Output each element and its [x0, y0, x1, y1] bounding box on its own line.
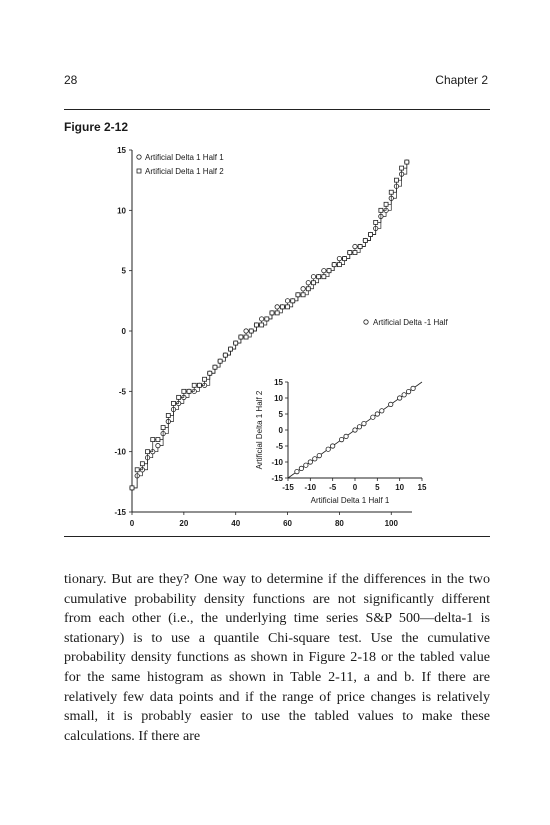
data-point-series-2 — [213, 365, 217, 369]
inset-data-point — [406, 389, 410, 393]
data-point-series-2 — [161, 426, 165, 430]
data-point-series-1 — [259, 317, 263, 321]
inset-data-point — [357, 425, 361, 429]
body-paragraph: tionary. But are they? One way to determine if the differences in the two cumulative probability density functions are not significantly different from each other (i.e., the underlying time series S&P 500—delta-1 is stationary) is to use a quantile Chi-square test. Use the cumulative probability density functions as shown in Figure 2-18 or the tabled value for the same histogram as shown in Table 2-11, a and b. If there are relatively few data points and if the range of price changes is relatively small, it is probably easier to use the tabled values to make these calculations. If there are — [64, 571, 490, 744]
inset-x-axis-title: Artificial Delta 1 Half 1 — [310, 496, 390, 505]
data-point-series-2 — [369, 232, 373, 236]
inset-data-point — [304, 463, 308, 467]
inset-data-point — [371, 415, 375, 419]
data-point-series-2 — [156, 438, 160, 442]
data-point-series-1 — [285, 299, 289, 303]
inset-data-point — [330, 444, 334, 448]
data-point-series-2 — [239, 335, 243, 339]
inset-y-tick-label: 10 — [274, 394, 283, 403]
data-point-series-2 — [301, 293, 305, 297]
data-point-series-2 — [327, 269, 331, 273]
inset-y-tick-label: 0 — [278, 426, 283, 435]
x-tick-label: 0 — [129, 519, 135, 528]
inset-y-axis-title: Artificial Delta 1 Half 2 — [255, 390, 264, 470]
inset-y-tick-label: 5 — [278, 410, 283, 419]
inset-data-point — [344, 434, 348, 438]
inset-data-point — [299, 466, 303, 470]
inset-legend-marker — [364, 320, 368, 324]
data-point-series-2 — [130, 486, 134, 490]
inset-y-tick-label: -15 — [271, 474, 283, 483]
y-tick-label: 0 — [121, 327, 126, 336]
data-point-series-2 — [306, 287, 310, 291]
inset-x-tick-label: -5 — [329, 483, 337, 492]
data-point-series-2 — [146, 450, 150, 454]
data-point-series-2 — [389, 190, 393, 194]
data-point-series-1 — [311, 275, 315, 279]
inset-x-tick-label: 5 — [375, 483, 380, 492]
figure-label: Figure 2-12 — [64, 120, 129, 134]
data-point-series-1 — [306, 281, 310, 285]
x-tick-label: 20 — [179, 519, 189, 528]
y-tick-label: 10 — [117, 206, 126, 216]
inset-data-point — [375, 412, 379, 416]
inset-data-point — [411, 386, 415, 390]
main-chart — [114, 146, 412, 528]
series-line-2 — [132, 162, 407, 488]
series-line-1 — [132, 162, 407, 488]
y-tick-label: -10 — [114, 447, 126, 457]
data-point-series-2 — [270, 311, 274, 315]
inset-legend-label: Artificial Delta -1 Half — [373, 318, 448, 327]
inset-data-point — [353, 428, 357, 432]
data-point-series-2 — [140, 462, 144, 466]
data-point-series-1 — [244, 329, 248, 333]
inset-data-point — [326, 447, 330, 451]
data-point-series-2 — [166, 413, 170, 417]
data-point-series-2 — [286, 305, 290, 309]
legend-marker-1 — [137, 155, 141, 159]
data-point-series-1 — [322, 268, 326, 272]
inset-data-point — [308, 460, 312, 464]
data-point-series-2 — [203, 377, 207, 381]
data-point-series-1 — [156, 443, 160, 447]
data-point-series-2 — [332, 263, 336, 267]
data-point-series-2 — [374, 220, 378, 224]
data-point-series-2 — [291, 299, 295, 303]
inset-chart — [255, 318, 448, 505]
data-point-series-2 — [260, 323, 264, 327]
data-point-series-2 — [379, 208, 383, 212]
data-point-series-2 — [244, 335, 248, 339]
inset-data-point — [339, 437, 343, 441]
inset-data-point — [389, 402, 393, 406]
inset-data-point — [295, 469, 299, 473]
data-point-series-2 — [343, 257, 347, 261]
data-point-series-2 — [280, 305, 284, 309]
y-tick-label: -15 — [114, 508, 126, 517]
data-point-series-1 — [275, 305, 279, 309]
data-point-series-2 — [322, 275, 326, 279]
inset-data-point — [402, 393, 406, 397]
inset-x-tick-label: -10 — [304, 483, 317, 492]
data-point-series-2 — [234, 341, 238, 345]
inset-data-point — [317, 453, 321, 457]
data-point-series-1 — [337, 256, 341, 260]
data-point-series-2 — [197, 383, 201, 387]
data-point-series-2 — [218, 359, 222, 363]
data-point-series-2 — [400, 166, 404, 170]
y-tick-label: 15 — [117, 146, 126, 155]
y-tick-label: 5 — [121, 266, 126, 276]
data-point-series-2 — [187, 389, 191, 393]
data-point-series-2 — [177, 395, 181, 399]
legend-label-2: Artificial Delta 1 Half 2 — [145, 167, 224, 176]
data-point-series-2 — [348, 251, 352, 255]
inset-x-tick-label: 10 — [395, 483, 405, 492]
inset-data-point — [313, 457, 317, 461]
data-point-series-2 — [229, 347, 233, 351]
data-point-series-2 — [275, 311, 279, 315]
data-point-series-2 — [358, 245, 362, 249]
inset-data-point — [362, 421, 366, 425]
data-point-series-2 — [192, 383, 196, 387]
data-point-series-2 — [265, 317, 269, 321]
page-number: 28 — [64, 73, 78, 87]
data-point-series-2 — [394, 178, 398, 182]
data-point-series-2 — [317, 275, 321, 279]
data-point-series-2 — [223, 353, 227, 357]
data-point-series-2 — [151, 438, 155, 442]
inset-data-point — [397, 396, 401, 400]
data-point-series-2 — [311, 281, 315, 285]
legend-marker-2 — [137, 169, 141, 173]
inset-x-tick-label: -15 — [282, 483, 294, 492]
data-point-series-2 — [353, 251, 357, 255]
x-tick-label: 80 — [334, 519, 344, 528]
legend-label-1: Artificial Delta 1 Half 1 — [145, 153, 224, 162]
data-point-series-2 — [135, 468, 139, 472]
inset-x-tick-label: 15 — [417, 483, 427, 492]
x-tick-label: 60 — [283, 519, 293, 528]
figure-bottom-rule — [64, 536, 490, 537]
data-point-series-1 — [353, 244, 357, 248]
inset-data-point — [380, 409, 384, 413]
inset-y-tick-label: -10 — [271, 458, 283, 467]
data-point-series-2 — [384, 202, 388, 206]
data-point-series-2 — [296, 293, 300, 297]
x-tick-label: 100 — [384, 519, 398, 528]
data-point-series-2 — [337, 263, 341, 267]
data-point-series-2 — [363, 239, 367, 243]
chapter-title: Chapter 2 — [435, 73, 488, 87]
inset-y-tick-label: -5 — [275, 442, 283, 451]
data-point-series-2 — [171, 401, 175, 405]
data-point-series-2 — [249, 329, 253, 333]
inset-y-tick-label: 15 — [274, 378, 283, 387]
y-tick-label: -5 — [118, 387, 126, 397]
data-point-series-2 — [208, 371, 212, 375]
x-tick-label: 40 — [231, 519, 241, 528]
data-point-series-2 — [254, 323, 258, 327]
data-point-series-2 — [182, 389, 186, 393]
inset-x-tick-label: 0 — [352, 483, 358, 492]
data-point-series-1 — [301, 287, 305, 291]
data-point-series-2 — [405, 160, 409, 164]
